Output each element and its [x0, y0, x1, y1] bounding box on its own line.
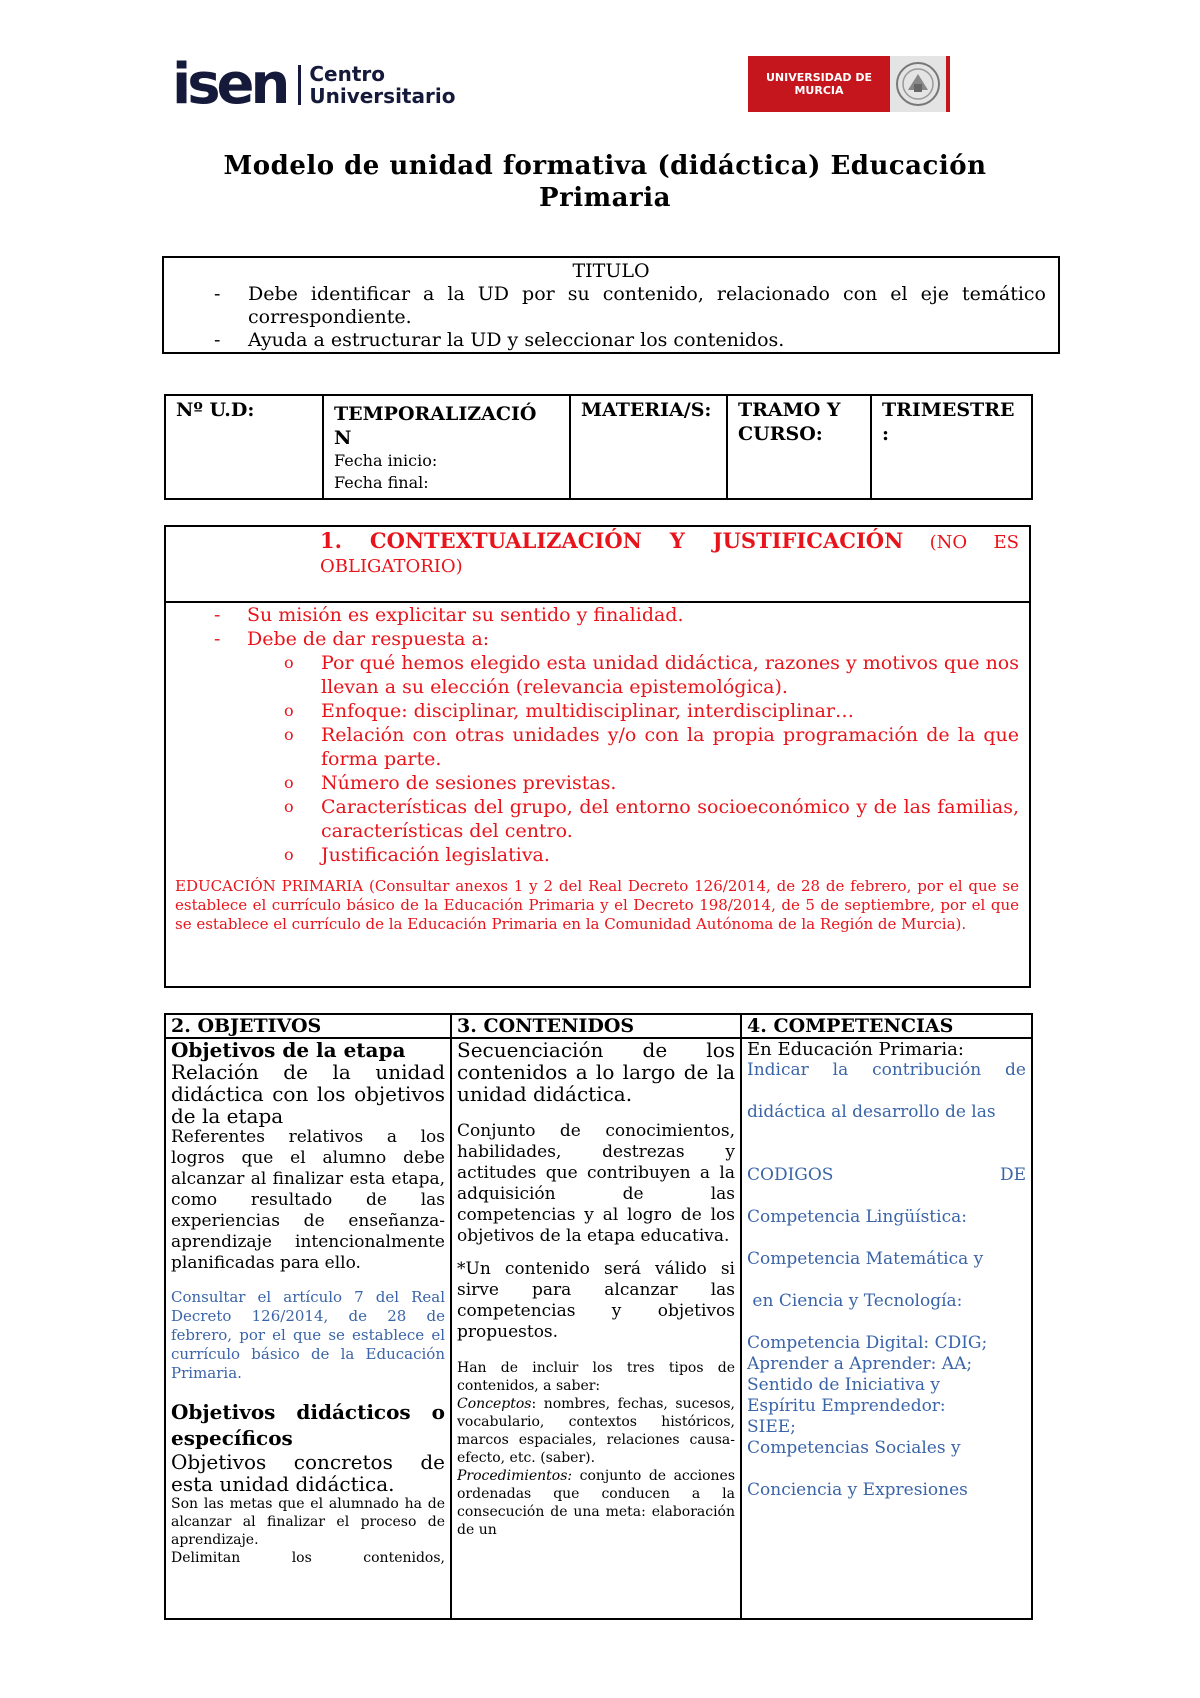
contenidos-procedimientos: [457, 1467, 735, 1539]
competencia-conciencia: Conciencia y Expresiones: [747, 1480, 968, 1500]
competencia-siee: SIEE;: [747, 1417, 796, 1437]
titulo-heading: TITULO: [572, 260, 650, 282]
competencia-digital: Competencia Digital: CDIG;: [747, 1333, 988, 1353]
codigos-de: DE: [999, 1165, 1026, 1185]
fecha-inicio-label: Fecha inicio:: [334, 451, 438, 470]
isen-subtitle: [309, 63, 455, 107]
unit-info-table: [164, 394, 1033, 500]
contenidos-secuenciacion: Secuenciación de los contenidos a lo largo de la unidad didáctica.: [457, 1039, 735, 1106]
section1-note: (NO ES OBLIGATORIO): [320, 532, 1019, 577]
materias-label: MATERIA/S:: [581, 399, 712, 421]
section-contextualizacion: [164, 525, 1031, 988]
page-title-line1: Modelo de unidad formativa (didáctica) Educación: [223, 151, 987, 181]
section1-dash-list: [166, 603, 1019, 651]
consultar-articulo-note: Consultar el artículo 7 del Real Decreto 126/2014, de 28 de febrero, por el que se establece el currículo básico de la Educación Primaria.: [171, 1288, 445, 1382]
objetivos-cell: [165, 1038, 451, 1619]
list-item: o Justificación legislativa.: [166, 843, 1019, 867]
isen-wordmark: isen: [172, 52, 287, 117]
list-item: o Número de sesiones previstas.: [166, 771, 1019, 795]
objetivos-metas: Son las metas que el alumnado ha de alcanzar al finalizar el proceso de aprendizaje.: [171, 1496, 445, 1548]
conceptos-text: : nombres, fechas, sucesos, vocabulario, contextos históricos, marcos espaciales, relaciones causa-efecto, etc. (saber).: [457, 1396, 735, 1466]
contenidos-conceptos: [457, 1395, 735, 1467]
section1-heading: [166, 527, 1029, 603]
competencia-matematica: Competencia Matemática y: [747, 1249, 984, 1269]
competencia-aprender: Aprender a Aprender: AA;: [747, 1354, 973, 1374]
contenidos-tipos: Han de incluir los tres tipos de contenidos, a saber:: [457, 1360, 735, 1394]
objetivos-didacticos-title: Objetivos didácticos o específicos: [171, 1400, 445, 1450]
isen-centro-universitario-logo: [172, 52, 456, 117]
competencia-iniciativa: Sentido de Iniciativa y: [747, 1375, 941, 1395]
logo-divider: [298, 65, 301, 105]
tramo-curso-cell: [727, 395, 871, 499]
trimestre-cell: [871, 395, 1032, 499]
competencias-intro: En Educación Primaria:: [747, 1039, 964, 1060]
temporalizacion-cell: [323, 395, 570, 499]
conceptos-label: Conceptos: [457, 1396, 532, 1412]
objetivos-delimitan: Delimitan los contenidos,: [171, 1550, 445, 1566]
objetivos-etapa-title: Objetivos de la etapa: [171, 1039, 406, 1062]
fecha-final-label: Fecha final:: [334, 473, 429, 492]
procedimientos-text: conjunto de acciones ordenadas que conducen a la consecución de una meta: elaboración de un: [457, 1468, 735, 1538]
objetivos-header: 2. OBJETIVOS: [165, 1014, 451, 1038]
num-ud-cell: [165, 395, 323, 499]
competencia-ciencia: en Ciencia y Tecnología:: [747, 1291, 963, 1311]
objetivos-etapa-referentes: Referentes relativos a los logros que el alumno debe alcanzar al finalizar esta etapa, como resultado de las experiencias de enseñanza-aprendizaje intencionalmente planificadas para ello.: [171, 1127, 445, 1273]
list-item: - Su misión es explicitar su sentido y finalidad.: [166, 603, 1019, 627]
list-item: o Características del grupo, del entorno socioeconómico y de las familias, características del centro.: [166, 795, 1019, 843]
isen-subtitle-line2: Universitario: [309, 84, 456, 108]
competencias-indicar: Indicar la contribución de: [747, 1060, 1026, 1080]
list-item: o Enfoque: disciplinar, multidisciplinar, interdisciplinar…: [166, 699, 1019, 723]
page-title-line2: Primaria: [539, 183, 671, 213]
contenidos-header: 3. CONTENIDOS: [451, 1014, 741, 1038]
section1-sub-list: [166, 651, 1019, 867]
competencias-cell: [741, 1038, 1032, 1619]
list-item: o Relación con otras unidades y/o con la propia programación de la que forma parte.: [166, 723, 1019, 771]
competencia-sociales: Competencias Sociales y: [747, 1438, 961, 1458]
list-item: - Debe identificar a la UD por su contenido, relacionado con el eje temático correspondiente.: [164, 283, 1058, 329]
list-item: o Por qué hemos elegido esta unidad didáctica, razones y motivos que nos llevan a su elección (relevancia epistemológica).: [166, 651, 1019, 699]
section1-title: 1. CONTEXTUALIZACIÓN Y JUSTIFICACIÓN: [320, 528, 904, 553]
objetivos-contenidos-competencias-table: [164, 1013, 1033, 1620]
competencia-linguistica: Competencia Lingüística:: [747, 1207, 967, 1227]
um-seal-icon: [890, 56, 946, 112]
contenidos-conjunto: Conjunto de conocimientos, habilidades, destrezas y actitudes que contribuyen a la adquisición de las competencias y al logro de los objetivos de la etapa educativa.: [457, 1121, 735, 1246]
legislation-note: EDUCACIÓN PRIMARIA (Consultar anexos 1 y 2 del Real Decreto 126/2014, de 28 de febrero, por el que se establece el currículo básico de la Educación Primaria y el Decreto 198/2014, de 5 de septiembre, por el que se establece el currículo de la Educación Primaria en la Comunidad Autónoma de la Región de Murcia).: [175, 877, 1019, 933]
materias-cell: [570, 395, 727, 499]
universidad-de-murcia-logo: [748, 56, 950, 112]
codigos-label: CODIGOS: [747, 1165, 834, 1185]
trimestre-label: TRIMESTRE :: [882, 399, 1015, 445]
list-item: - Ayuda a estructurar la UD y seleccionar los contenidos.: [164, 329, 1058, 352]
section1-body: [166, 603, 1029, 934]
contenidos-valido: *Un contenido será válido si sirve para alcanzar las competencias y objetivos propuestos.: [457, 1259, 735, 1342]
um-logo-text: [748, 71, 890, 97]
um-logo-line2: MURCIA: [794, 84, 844, 97]
procedimientos-label: Procedimientos:: [457, 1468, 573, 1484]
objetivos-etapa-relacion: Relación de la unidad didáctica con los objetivos de la etapa: [171, 1060, 445, 1128]
um-logo-line1: UNIVERSIDAD DE: [766, 71, 872, 84]
competencia-espiritu: Espíritu Emprendedor:: [747, 1396, 946, 1416]
num-ud-label: Nº U.D:: [176, 399, 255, 421]
competencias-codigos-row: [747, 1165, 1026, 1186]
titulo-box: [162, 256, 1060, 354]
list-item: - Debe de dar respuesta a:: [166, 627, 1019, 651]
isen-subtitle-line1: Centro: [309, 62, 386, 86]
competencias-header: 4. COMPETENCIAS: [741, 1014, 1032, 1038]
contenidos-cell: [451, 1038, 741, 1619]
tramo-curso-label: TRAMO Y CURSO:: [738, 399, 841, 445]
titulo-list: [164, 283, 1058, 352]
competencias-didactica: didáctica al desarrollo de las: [747, 1102, 996, 1122]
objetivos-didacticos-concretos: Objetivos concretos de esta unidad didáctica.: [171, 1450, 445, 1496]
temporalizacion-label: TEMPORALIZACIÓ N: [334, 403, 537, 449]
page-title: [160, 150, 1050, 214]
